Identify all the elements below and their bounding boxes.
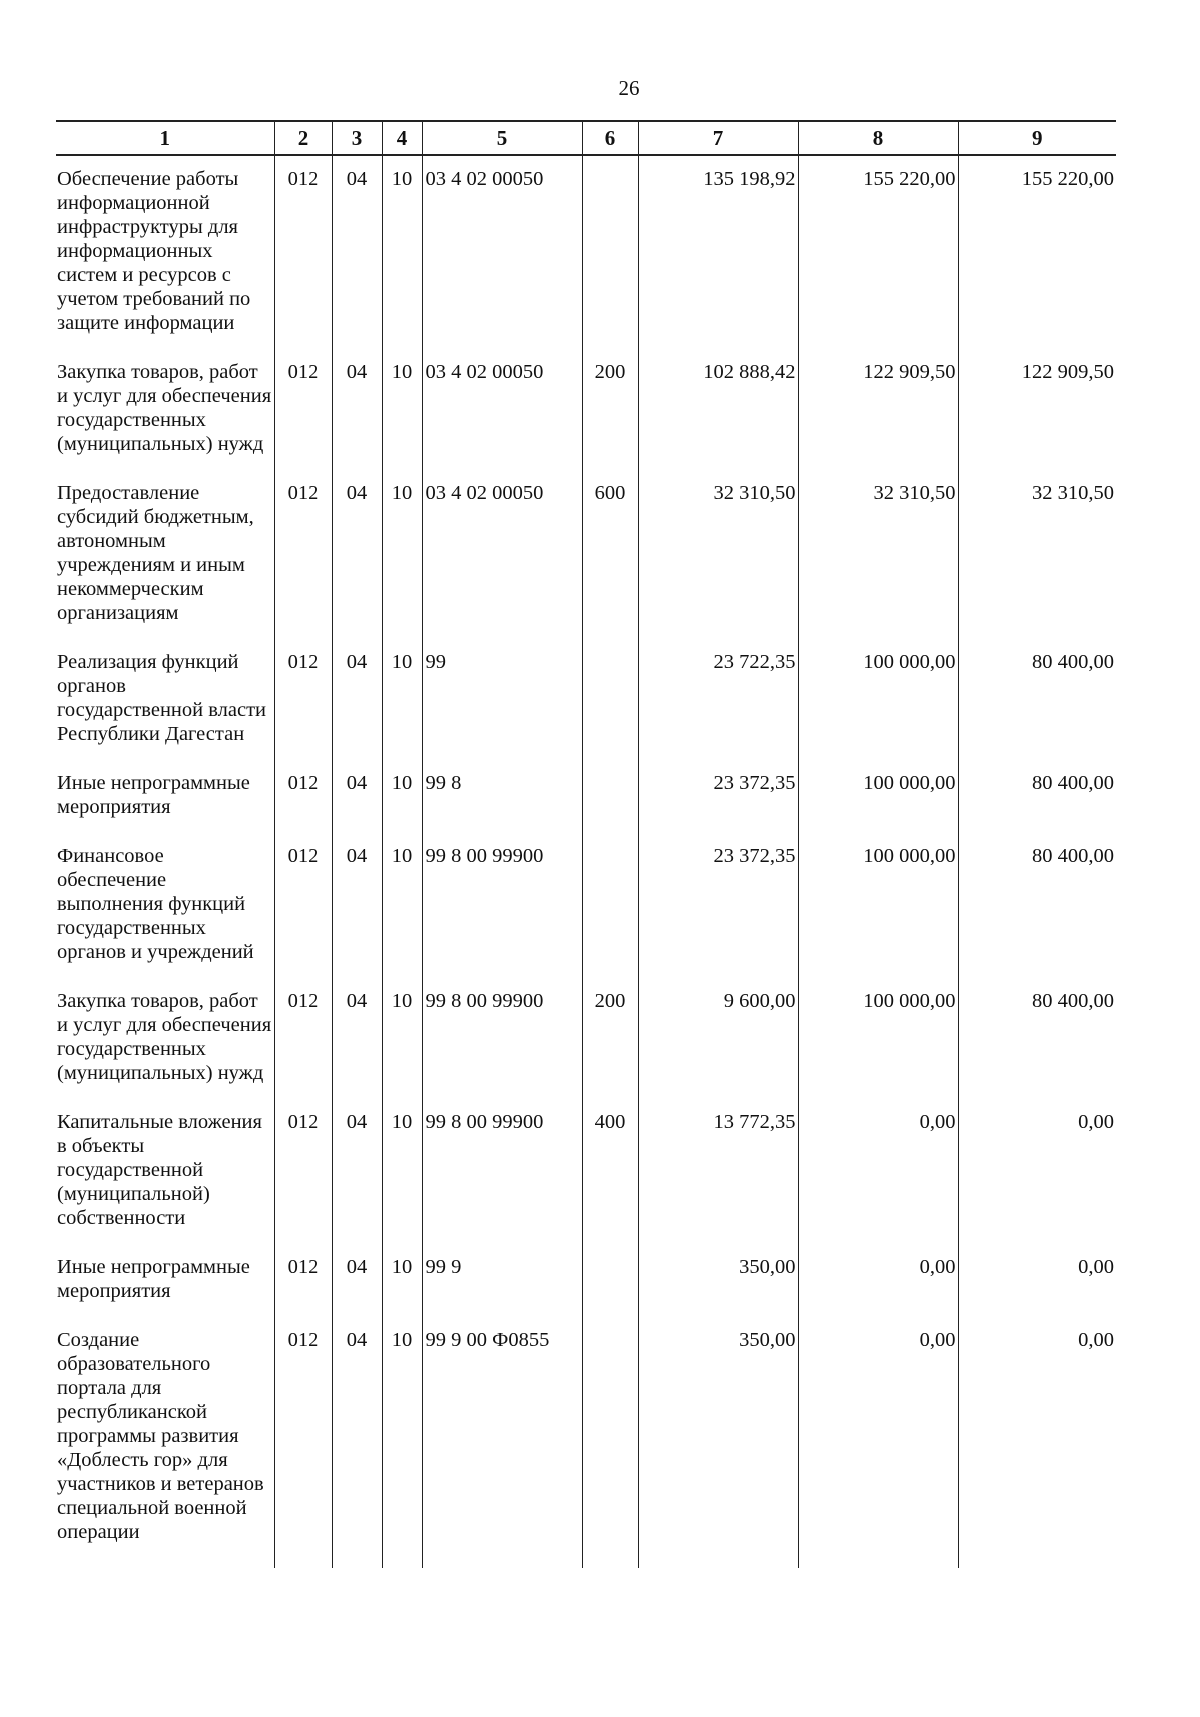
amount-col8-cell: 100 000,00 — [798, 833, 958, 978]
section-code-cell: 04 — [332, 1317, 382, 1558]
ministry-code-cell: 012 — [274, 833, 332, 978]
expense-type-cell: 400 — [582, 1099, 638, 1244]
ministry-code-cell: 012 — [274, 1244, 332, 1317]
table-row — [56, 833, 1116, 978]
ministry-code-cell: 012 — [274, 639, 332, 760]
amount-col7-cell: 32 310,50 — [638, 470, 798, 639]
amount-col9-cell: 32 310,50 — [958, 470, 1116, 639]
subsection-code-cell: 10 — [382, 833, 422, 978]
column-header: 5 — [422, 121, 582, 155]
subsection-code-cell: 10 — [382, 760, 422, 833]
amount-col9-cell: 80 400,00 — [958, 760, 1116, 833]
column-header: 1 — [56, 121, 274, 155]
spacer-cell — [422, 1558, 582, 1568]
section-code-cell: 04 — [332, 349, 382, 470]
target-article-cell: 99 8 — [422, 760, 582, 833]
section-code-cell: 04 — [332, 978, 382, 1099]
ministry-code-cell: 012 — [274, 470, 332, 639]
amount-col9-cell: 80 400,00 — [958, 833, 1116, 978]
subsection-code-cell: 10 — [382, 470, 422, 639]
target-article-cell: 03 4 02 00050 — [422, 470, 582, 639]
amount-col9-cell: 122 909,50 — [958, 349, 1116, 470]
column-header: 8 — [798, 121, 958, 155]
ministry-code-cell: 012 — [274, 155, 332, 349]
ministry-code-cell: 012 — [274, 1317, 332, 1558]
table-row — [56, 1317, 1116, 1558]
spacer-cell — [382, 1558, 422, 1568]
amount-col7-cell: 23 722,35 — [638, 639, 798, 760]
subsection-code-cell: 10 — [382, 639, 422, 760]
target-article-cell: 03 4 02 00050 — [422, 349, 582, 470]
amount-col8-cell: 155 220,00 — [798, 155, 958, 349]
amount-col8-cell: 122 909,50 — [798, 349, 958, 470]
amount-col7-cell: 350,00 — [638, 1244, 798, 1317]
target-article-cell: 99 9 — [422, 1244, 582, 1317]
expense-type-cell — [582, 1244, 638, 1317]
amount-col9-cell: 80 400,00 — [958, 639, 1116, 760]
section-code-cell: 04 — [332, 833, 382, 978]
row-name-cell: Реализация функций органов государственной власти Республики Дагестан — [57, 651, 266, 745]
page-number: 26 — [618, 76, 640, 100]
target-article-cell: 99 — [422, 639, 582, 760]
column-header: 4 — [382, 121, 422, 155]
target-article-cell: 99 8 00 99900 — [422, 833, 582, 978]
amount-col7-cell: 9 600,00 — [638, 978, 798, 1099]
header-row — [56, 121, 1116, 155]
amount-col8-cell: 100 000,00 — [798, 760, 958, 833]
table-bottom-spacer — [56, 1558, 1116, 1568]
amount-col7-cell: 135 198,92 — [638, 155, 798, 349]
target-article-cell: 99 9 00 Ф0855 — [422, 1317, 582, 1558]
amount-col8-cell: 100 000,00 — [798, 639, 958, 760]
column-header: 2 — [274, 121, 332, 155]
column-header: 7 — [638, 121, 798, 155]
subsection-code-cell: 10 — [382, 155, 422, 349]
row-name-cell: Создание образовательного портала для республиканской программы развития «Доблесть гор» для участников и ветеранов специальной военной операции — [57, 1329, 264, 1543]
row-name-cell: Финансовое обеспечение выполнения функций государственных органов и учреждений — [57, 845, 254, 963]
amount-col8-cell: 32 310,50 — [798, 470, 958, 639]
row-name-cell: Закупка товаров, работ и услуг для обеспечения государственных (муниципальных) нужд — [57, 361, 272, 455]
ministry-code-cell: 012 — [274, 349, 332, 470]
ministry-code-cell: 012 — [274, 1099, 332, 1244]
section-code-cell: 04 — [332, 470, 382, 639]
section-code-cell: 04 — [332, 639, 382, 760]
expense-type-cell — [582, 833, 638, 978]
table-row — [56, 470, 1116, 639]
column-header: 3 — [332, 121, 382, 155]
row-name-cell: Иные непрограммные мероприятия — [57, 772, 250, 818]
table-row — [56, 1099, 1116, 1244]
section-code-cell: 04 — [332, 1244, 382, 1317]
table-body — [56, 155, 1116, 1568]
amount-col7-cell: 102 888,42 — [638, 349, 798, 470]
table-row — [56, 760, 1116, 833]
table-row — [56, 639, 1116, 760]
amount-col9-cell: 0,00 — [958, 1317, 1116, 1558]
amount-col7-cell: 350,00 — [638, 1317, 798, 1558]
spacer-cell — [638, 1558, 798, 1568]
row-name-cell: Предоставление субсидий бюджетным, автономным учреждениям и иным некоммерческим организациям — [57, 482, 254, 624]
subsection-code-cell: 10 — [382, 978, 422, 1099]
amount-col7-cell: 13 772,35 — [638, 1099, 798, 1244]
spacer-cell — [274, 1558, 332, 1568]
amount-col8-cell: 0,00 — [798, 1317, 958, 1558]
column-header: 9 — [958, 121, 1116, 155]
subsection-code-cell: 10 — [382, 349, 422, 470]
spacer-cell — [798, 1558, 958, 1568]
expense-type-cell: 600 — [582, 470, 638, 639]
table-row — [56, 1244, 1116, 1317]
table-row — [56, 155, 1116, 349]
expense-type-cell: 200 — [582, 349, 638, 470]
spacer-cell — [582, 1558, 638, 1568]
budget-table — [56, 120, 1116, 1568]
amount-col7-cell: 23 372,35 — [638, 760, 798, 833]
target-article-cell: 03 4 02 00050 — [422, 155, 582, 349]
expense-type-cell: 200 — [582, 978, 638, 1099]
ministry-code-cell: 012 — [274, 760, 332, 833]
column-header: 6 — [582, 121, 638, 155]
amount-col7-cell: 23 372,35 — [638, 833, 798, 978]
row-name-cell: Закупка товаров, работ и услуг для обеспечения государственных (муниципальных) нужд — [57, 990, 272, 1084]
row-name-cell: Иные непрограммные мероприятия — [57, 1256, 250, 1302]
spacer-cell — [332, 1558, 382, 1568]
ministry-code-cell: 012 — [274, 978, 332, 1099]
expense-type-cell — [582, 155, 638, 349]
amount-col9-cell: 0,00 — [958, 1244, 1116, 1317]
table-row — [56, 349, 1116, 470]
amount-col9-cell: 0,00 — [958, 1099, 1116, 1244]
subsection-code-cell: 10 — [382, 1317, 422, 1558]
expense-type-cell — [582, 639, 638, 760]
section-code-cell: 04 — [332, 155, 382, 349]
target-article-cell: 99 8 00 99900 — [422, 1099, 582, 1244]
amount-col8-cell: 100 000,00 — [798, 978, 958, 1099]
amount-col8-cell: 0,00 — [798, 1099, 958, 1244]
expense-type-cell — [582, 760, 638, 833]
amount-col9-cell: 80 400,00 — [958, 978, 1116, 1099]
target-article-cell: 99 8 00 99900 — [422, 978, 582, 1099]
subsection-code-cell: 10 — [382, 1244, 422, 1317]
expense-type-cell — [582, 1317, 638, 1558]
row-name-cell: Обеспечение работы информационной инфраструктуры для информационных систем и ресурсов с учетом требований по защите информации — [57, 168, 251, 334]
subsection-code-cell: 10 — [382, 1099, 422, 1244]
table-row — [56, 978, 1116, 1099]
spacer-cell — [958, 1558, 1116, 1568]
row-name-cell: Капитальные вложения в объекты государственной (муниципальной) собственности — [57, 1111, 262, 1229]
amount-col8-cell: 0,00 — [798, 1244, 958, 1317]
section-code-cell: 04 — [332, 760, 382, 833]
spacer-cell — [56, 1558, 274, 1568]
section-code-cell: 04 — [332, 1099, 382, 1244]
amount-col9-cell: 155 220,00 — [958, 155, 1116, 349]
